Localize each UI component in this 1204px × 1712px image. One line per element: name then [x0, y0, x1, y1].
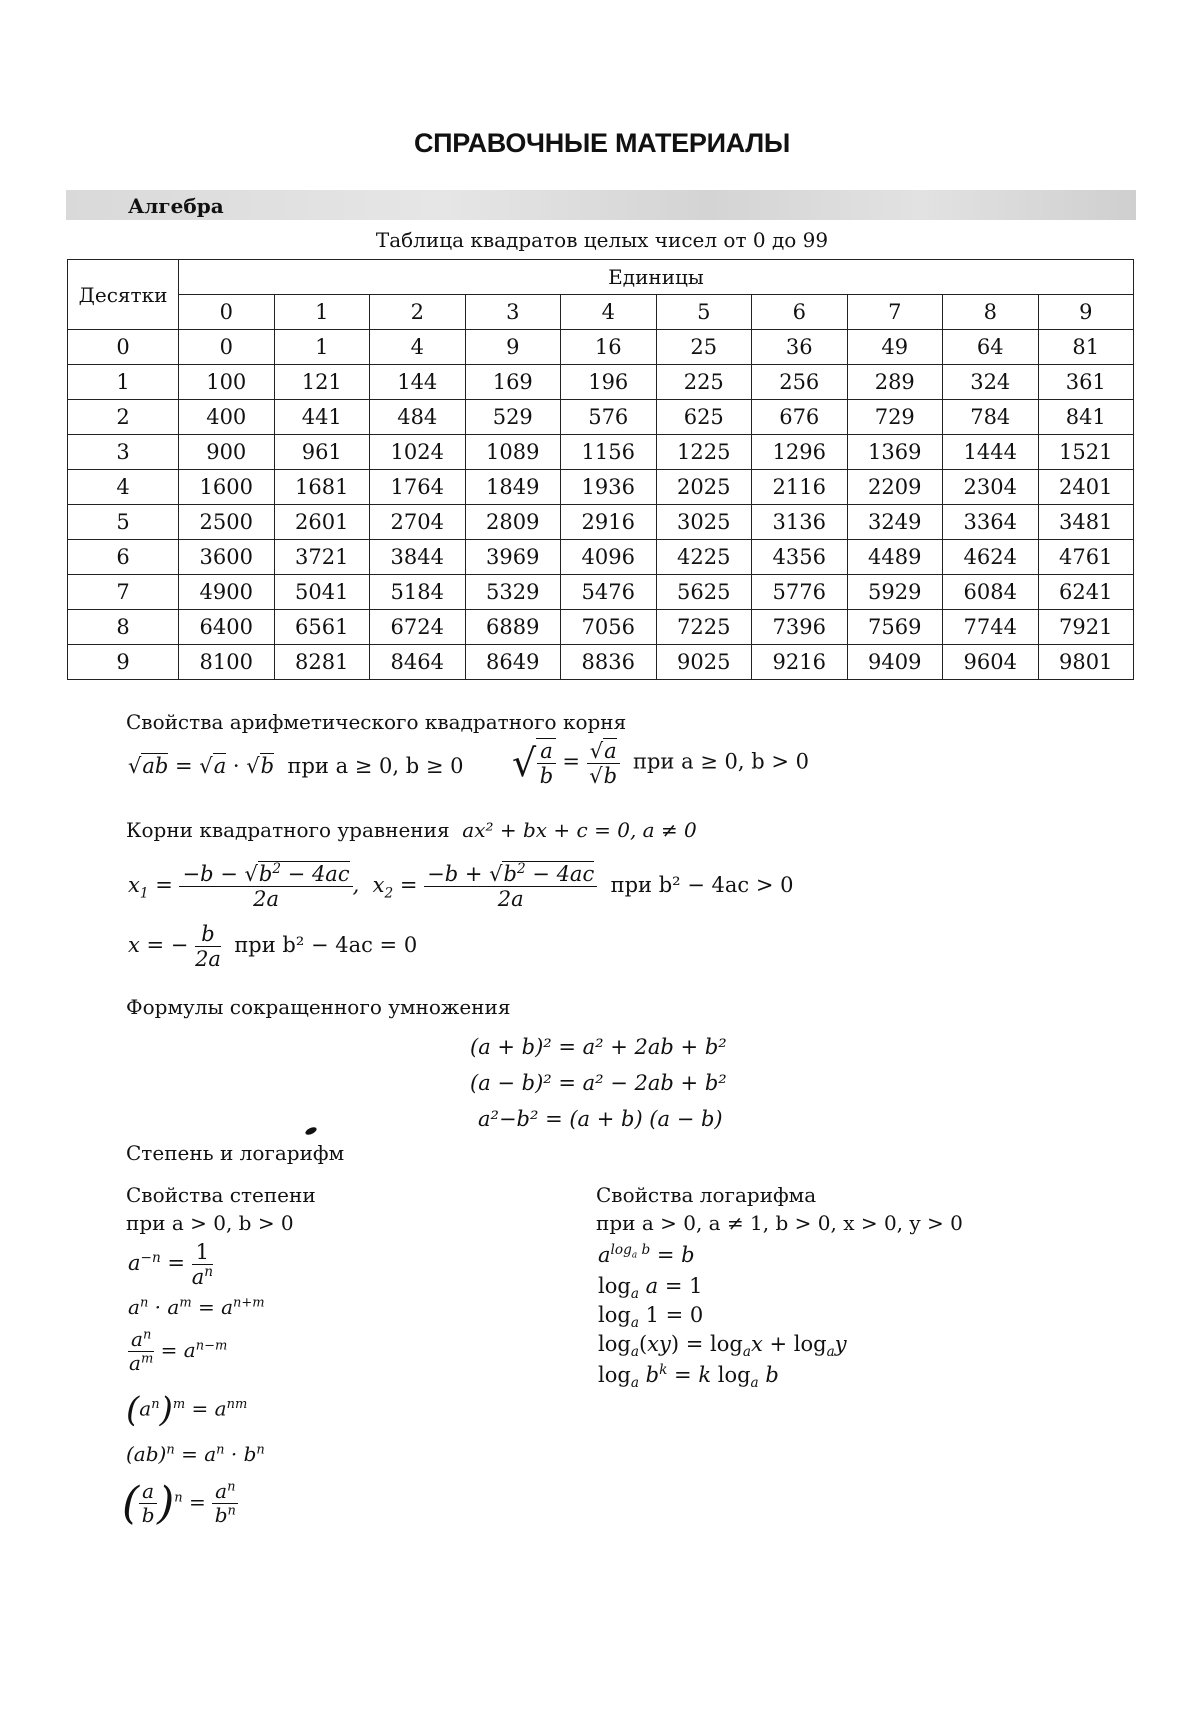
row-tens-cell: 2 — [68, 400, 179, 435]
col-header: 1 — [274, 295, 370, 330]
square-cell: 6889 — [465, 610, 561, 645]
square-cell: 2601 — [274, 505, 370, 540]
row-tens-cell: 9 — [68, 645, 179, 680]
quadratic-cond-one: при b² − 4ac = 0 — [234, 933, 418, 958]
col-header: 9 — [1038, 295, 1134, 330]
square-cell: 49 — [847, 330, 943, 365]
square-cell: 2401 — [1038, 470, 1134, 505]
square-cell: 3136 — [752, 505, 848, 540]
square-cell: 1849 — [465, 470, 561, 505]
square-cell: 529 — [465, 400, 561, 435]
square-cell: 4356 — [752, 540, 848, 575]
col-header: 6 — [752, 295, 848, 330]
square-cell: 289 — [847, 365, 943, 400]
square-cell: 8649 — [465, 645, 561, 680]
square-cell: 4624 — [943, 540, 1039, 575]
square-cell: 5476 — [561, 575, 657, 610]
square-cell: 841 — [1038, 400, 1134, 435]
square-cell: 1156 — [561, 435, 657, 470]
square-cell: 36 — [752, 330, 848, 365]
square-cell: 676 — [752, 400, 848, 435]
square-cell: 3025 — [656, 505, 752, 540]
square-cell: 9025 — [656, 645, 752, 680]
square-cell: 3600 — [179, 540, 275, 575]
ink-speck — [304, 1126, 317, 1137]
power-formula-quotient: $\frac{a^n}{a^m}$ = $a^{n-m}$ — [129, 1327, 228, 1375]
square-cell: 25 — [656, 330, 752, 365]
short-mult-heading: Формулы сокращенного умножения — [126, 995, 511, 1019]
quadratic-equation: ax² + bx + c = 0, a ≠ 0 — [462, 818, 697, 842]
log-props-condition: при a > 0, a ≠ 1, b > 0, x > 0, y > 0 — [596, 1211, 963, 1235]
page-title: СПРАВОЧНЫЕ МАТЕРИАЛЫ — [413, 128, 791, 158]
square-cell: 2916 — [561, 505, 657, 540]
square-cell: 1681 — [274, 470, 370, 505]
log-formula-product: $\log_a(xy) = \log_ax + \log_ay$ — [598, 1332, 847, 1361]
square-cell: 7921 — [1038, 610, 1134, 645]
square-cell: 576 — [561, 400, 657, 435]
square-cell: 6561 — [274, 610, 370, 645]
square-cell: 1521 — [1038, 435, 1134, 470]
square-cell: 1296 — [752, 435, 848, 470]
power-formula-power: $(a^n)^m = a^{nm}$ — [126, 1390, 248, 1430]
col-header: 8 — [943, 295, 1039, 330]
square-cell: 4 — [370, 330, 466, 365]
log-formula-one: $\log_a 1 = 0$ — [598, 1303, 704, 1332]
square-cell: 1024 — [370, 435, 466, 470]
square-cell: 2809 — [465, 505, 561, 540]
row-tens-cell: 8 — [68, 610, 179, 645]
square-cell: 64 — [943, 330, 1039, 365]
square-cell: 4900 — [179, 575, 275, 610]
square-cell: 2704 — [370, 505, 466, 540]
square-cell: 3249 — [847, 505, 943, 540]
square-cell: 6084 — [943, 575, 1039, 610]
square-cell: 8281 — [274, 645, 370, 680]
row-header: Десятки — [68, 260, 179, 330]
formula-square-sum: (a + b)² = a² + 2ab + b² — [470, 1035, 727, 1059]
column-headers — [68, 295, 1134, 330]
col-header: 0 — [179, 295, 275, 330]
square-cell: 7056 — [561, 610, 657, 645]
table-row — [68, 435, 1134, 470]
power-formula-fraction-power: ( $\frac{a}{b}$ )$^n$ = $\frac{a^n}{b^n}$ — [122, 1478, 238, 1529]
square-cell: 961 — [274, 435, 370, 470]
square-cell: 1764 — [370, 470, 466, 505]
sqrt-cond-1: при a ≥ 0, b ≥ 0 — [287, 754, 464, 778]
row-tens-cell: 4 — [68, 470, 179, 505]
row-tens-cell: 1 — [68, 365, 179, 400]
col-header: 3 — [465, 295, 561, 330]
quadratic-two-roots: $x_1$ = $\frac{-b - √b^2 - 4ac}{2a}$ , $x_2$ = $\frac{-b + √b^2 - 4ac}{2a}$ при b² − 4ac > 0 — [128, 861, 794, 912]
square-cell: 3969 — [465, 540, 561, 575]
row-tens-cell: 5 — [68, 505, 179, 540]
power-props-heading: Свойства степени — [126, 1183, 316, 1207]
square-cell: 900 — [179, 435, 275, 470]
log-formula-identity: $a^{log_a b} = b$ — [598, 1242, 695, 1267]
col-header: 2 — [370, 295, 466, 330]
square-cell: 2025 — [656, 470, 752, 505]
square-cell: 169 — [465, 365, 561, 400]
square-cell: 1089 — [465, 435, 561, 470]
square-cell: 1225 — [656, 435, 752, 470]
table-row — [68, 645, 1134, 680]
sqrt-formula-product: √ab = √a · √b при a ≥ 0, b ≥ 0 — [128, 754, 464, 778]
col-header: 4 — [561, 295, 657, 330]
square-cell: 1444 — [943, 435, 1039, 470]
col-group-header: Единицы — [179, 260, 1134, 295]
square-cell: 441 — [274, 400, 370, 435]
formula-diff-squares: a²−b² = (a + b) (a − b) — [478, 1107, 723, 1131]
log-formula-base: $\log_a a = 1$ — [598, 1274, 703, 1303]
square-cell: 7396 — [752, 610, 848, 645]
power-log-heading: Степень и логарифм — [126, 1141, 345, 1165]
square-cell: 7569 — [847, 610, 943, 645]
table-row — [68, 505, 1134, 540]
square-cell: 1 — [274, 330, 370, 365]
square-cell: 400 — [179, 400, 275, 435]
square-cell: 324 — [943, 365, 1039, 400]
table-row — [68, 540, 1134, 575]
square-cell: 7225 — [656, 610, 752, 645]
sqrt-props-heading: Свойства арифметического квадратного корня — [126, 710, 627, 734]
col-header: 5 — [656, 295, 752, 330]
square-cell: 9216 — [752, 645, 848, 680]
square-cell: 4489 — [847, 540, 943, 575]
section-band — [66, 190, 1136, 220]
square-cell: 1600 — [179, 470, 275, 505]
square-cell: 144 — [370, 365, 466, 400]
square-cell: 9409 — [847, 645, 943, 680]
square-cell: 6241 — [1038, 575, 1134, 610]
square-cell: 484 — [370, 400, 466, 435]
square-cell: 5929 — [847, 575, 943, 610]
quadratic-heading: Корни квадратного уравнения ax² + bx + c = 0, a ≠ 0 — [126, 818, 697, 842]
square-cell: 729 — [847, 400, 943, 435]
square-cell: 256 — [752, 365, 848, 400]
col-header: 7 — [847, 295, 943, 330]
row-tens-cell: 0 — [68, 330, 179, 365]
square-cell: 225 — [656, 365, 752, 400]
square-cell: 7744 — [943, 610, 1039, 645]
quadratic-one-root: x = − $\frac{b}{2a}$ при b² − 4ac = 0 — [128, 922, 418, 972]
square-cell: 5041 — [274, 575, 370, 610]
square-cell: 5776 — [752, 575, 848, 610]
square-cell: 2304 — [943, 470, 1039, 505]
square-cell: 100 — [179, 365, 275, 400]
table-row — [68, 610, 1134, 645]
quadratic-cond-two: при b² − 4ac > 0 — [610, 873, 794, 898]
row-tens-cell: 6 — [68, 540, 179, 575]
square-cell: 9604 — [943, 645, 1039, 680]
table-row — [68, 575, 1134, 610]
log-props-heading: Свойства логарифма — [596, 1183, 817, 1207]
log-formula-power: $\log_a b^k = k$ $\log_a b$ — [598, 1362, 779, 1392]
power-formula-product: $a^n \cdot a^m = a^{n+m}$ — [128, 1295, 265, 1319]
square-cell: 4761 — [1038, 540, 1134, 575]
square-cell: 5184 — [370, 575, 466, 610]
square-cell: 121 — [274, 365, 370, 400]
table-row — [68, 470, 1134, 505]
square-cell: 6400 — [179, 610, 275, 645]
power-formula-negative: $a^{-n}$ = $\frac{1}{a^n}$ — [128, 1240, 214, 1290]
table-caption: Таблица квадратов целых чисел от 0 до 99 — [375, 228, 829, 252]
square-cell: 6724 — [370, 610, 466, 645]
square-cell: 3481 — [1038, 505, 1134, 540]
square-cell: 5625 — [656, 575, 752, 610]
square-cell: 3364 — [943, 505, 1039, 540]
table-row — [68, 330, 1134, 365]
square-cell: 0 — [179, 330, 275, 365]
square-cell: 1369 — [847, 435, 943, 470]
square-cell: 3844 — [370, 540, 466, 575]
square-cell: 4096 — [561, 540, 657, 575]
sqrt-formula-quotient: √ $\frac{a}{b}$ = $\frac{√a}{√b}$ при a ≥ 0, b > 0 — [512, 738, 810, 789]
square-cell: 2500 — [179, 505, 275, 540]
table-body — [68, 330, 1134, 680]
square-cell: 2209 — [847, 470, 943, 505]
square-cell: 16 — [561, 330, 657, 365]
row-tens-cell: 3 — [68, 435, 179, 470]
square-cell: 361 — [1038, 365, 1134, 400]
square-cell: 5329 — [465, 575, 561, 610]
table-row — [68, 400, 1134, 435]
square-cell: 8836 — [561, 645, 657, 680]
square-cell: 8100 — [179, 645, 275, 680]
square-cell: 1936 — [561, 470, 657, 505]
section-label: Алгебра — [128, 194, 224, 218]
square-cell: 9 — [465, 330, 561, 365]
square-cell: 3721 — [274, 540, 370, 575]
table-row — [68, 365, 1134, 400]
square-cell: 196 — [561, 365, 657, 400]
formula-square-diff: (a − b)² = a² − 2ab + b² — [470, 1071, 727, 1095]
square-cell: 4225 — [656, 540, 752, 575]
sqrt-cond-2: при a ≥ 0, b > 0 — [632, 749, 810, 774]
square-cell: 8464 — [370, 645, 466, 680]
square-cell: 625 — [656, 400, 752, 435]
square-cell: 784 — [943, 400, 1039, 435]
squares-table — [67, 259, 1134, 680]
square-cell: 2116 — [752, 470, 848, 505]
row-tens-cell: 7 — [68, 575, 179, 610]
power-props-condition: при a > 0, b > 0 — [126, 1211, 294, 1235]
square-cell: 9801 — [1038, 645, 1134, 680]
power-formula-product-power: $(ab)^n = a^n \cdot b^n$ — [126, 1442, 265, 1466]
square-cell: 81 — [1038, 330, 1134, 365]
